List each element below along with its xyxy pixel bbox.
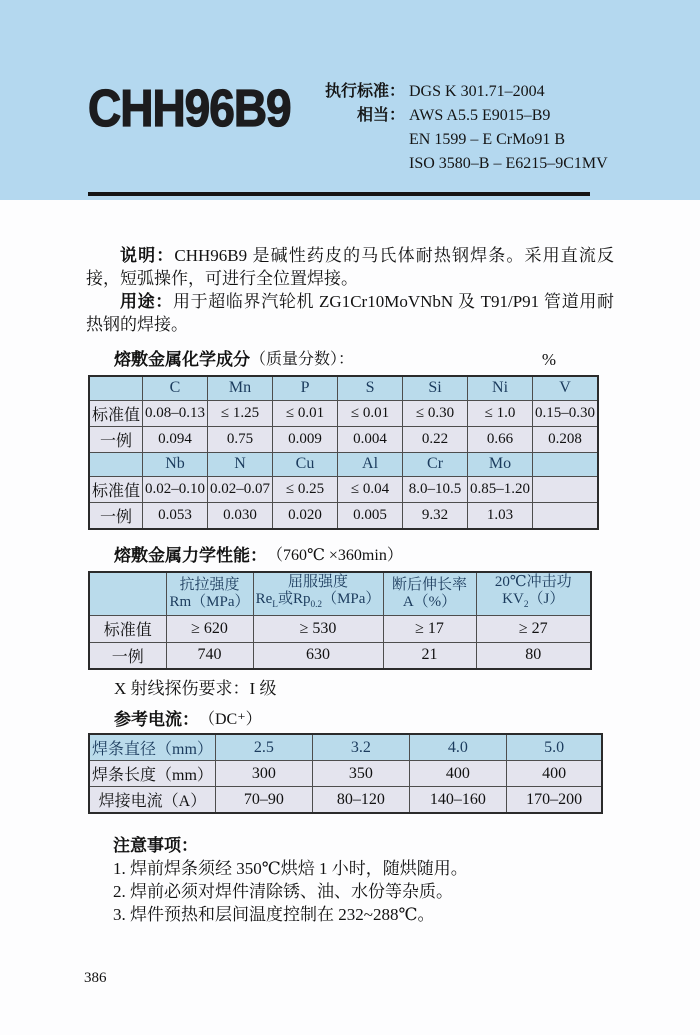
chem-header-Mn: Mn (208, 376, 273, 400)
chem-header-N: N (208, 452, 273, 476)
standards-block (300, 80, 608, 176)
page-content (0, 200, 700, 926)
equivalent-value-1: AWS A5.5 E9015–B9 (409, 107, 551, 124)
divider-rule (88, 192, 590, 196)
row-label: 焊条直径（mm） (89, 734, 215, 761)
exec-standard-value: DGS K 301.71–2004 (409, 83, 545, 100)
welding-current-row: 焊接电流（A） 70–90 80–120 140–160 170–200 (89, 787, 602, 814)
chem-header-Mo: Mo (468, 452, 533, 476)
header-band (0, 0, 700, 200)
usage-text: 用于超临界汽轮机 ZG1Cr10MoVNbN 及 T91/P91 管道用耐热钢的焊接。 (86, 292, 615, 334)
chem-unit-label: % (541, 350, 556, 369)
description-paragraph (86, 244, 614, 290)
chem-header-C: C (143, 376, 208, 400)
current-section-title: 参考电流： (114, 710, 199, 729)
chem-section-title: 熔敷金属化学成分 (114, 350, 250, 369)
diameter-row: 焊条直径（mm） 2.5 3.2 4.0 5.0 (89, 734, 602, 761)
usage-label: 用途： (120, 292, 173, 311)
equivalent-value-3: ISO 3580–B – E6215–9C1MV (409, 155, 608, 172)
mech-header-tensile: 抗拉强度 Rm（MPa） (166, 572, 253, 616)
chem-example-row-1: 一例 0.094 0.75 0.009 0.004 0.22 0.66 0.208 (89, 426, 598, 452)
description-text: CHH96B9 是碱性药皮的马氏体耐热钢焊条。采用直流反接，短弧操作，可进行全位置焊接。 (86, 246, 615, 288)
mech-header-elongation: 断后伸长率 A（%） (383, 572, 476, 616)
chem-example-row-2: 一例 0.053 0.030 0.020 0.005 9.32 1.03 (89, 502, 598, 529)
reference-current-table (88, 733, 603, 814)
chem-section-title-row (86, 348, 590, 371)
row-label: 标准值 (89, 400, 143, 426)
note-item-3: 3. 焊件预热和层间温度控制在 232~288℃。 (113, 905, 435, 924)
chem-section-suffix: （质量分数）： (250, 351, 355, 368)
chem-header-Al: Al (338, 452, 403, 476)
mechanical-properties-table (88, 571, 592, 671)
chem-header-Cr: Cr (403, 452, 468, 476)
page-number: 386 (84, 970, 107, 986)
chem-header-V: V (533, 376, 599, 400)
row-label: 一例 (89, 426, 143, 452)
note-item-1: 1. 焊前焊条须经 350℃烘焙 1 小时，随烘随用。 (113, 859, 468, 878)
chem-header-row-1 (89, 376, 598, 400)
mech-header-yield: 屈服强度 $Re_L$或$Rp_{0.2}(MPa)$ (253, 572, 383, 616)
chem-header-Nb: Nb (143, 452, 208, 476)
mech-standard-row: 标准值 ≥ 620 ≥ 530 ≥ 17 ≥ 27 (89, 615, 591, 642)
mech-section-title-row (86, 544, 590, 567)
row-label: 一例 (89, 642, 166, 669)
chemical-composition-table (88, 375, 599, 530)
mech-section-title: 熔敷金属力学性能： (114, 545, 267, 565)
note-item-2: 2. 焊前必须对焊件清除锈、油、水份等杂质。 (113, 882, 453, 901)
xray-requirement-line: X 射线探伤要求：I 级 (114, 679, 277, 698)
current-section-title-row (86, 708, 590, 731)
row-label: 焊条长度（mm） (89, 761, 215, 787)
chem-header-Si: Si (403, 376, 468, 400)
chem-header-Cu: Cu (273, 452, 338, 476)
row-label: 标准值 (89, 615, 166, 642)
chem-header-S: S (338, 376, 403, 400)
length-row: 焊条长度（mm） 300 350 400 400 (89, 761, 602, 787)
intro-block (86, 244, 614, 336)
chem-standard-row-2: 标准值 0.02–0.10 0.02–0.07 ≤ 0.25 ≤ 0.04 8.0–10.5 0.85–1.20 (89, 476, 598, 502)
notes-block (86, 834, 614, 926)
exec-standard-label: 执行标准： (324, 83, 405, 100)
equivalent-value-2: EN 1599 – E CrMo91 B (409, 131, 565, 148)
current-section-condition: （DC⁺） (199, 711, 262, 728)
description-label: 说明： (120, 246, 175, 265)
usage-paragraph (86, 290, 614, 336)
chem-header-Ni: Ni (468, 376, 533, 400)
chem-header-row-2 (89, 452, 598, 476)
mech-section-condition: （760℃ ×360min） (267, 546, 403, 564)
equivalent-label: 相当： (356, 107, 405, 124)
mech-header-impact: 20℃冲击功 $KV_2(J)$ (476, 572, 591, 616)
notes-title: 注意事项： (113, 836, 198, 855)
row-label: 标准值 (89, 476, 143, 502)
product-code-title: CHH96B9 (88, 79, 291, 138)
row-label: 焊接电流（A） (89, 787, 215, 814)
chem-header-P: P (273, 376, 338, 400)
mech-header-row (89, 572, 591, 616)
mech-example-row: 一例 740 630 21 80 (89, 642, 591, 669)
chem-standard-row-1: 标准值 0.08–0.13 ≤ 1.25 ≤ 0.01 ≤ 0.01 ≤ 0.30 ≤ 1.0 0.15–0.30 (89, 400, 598, 426)
row-label: 一例 (89, 502, 143, 529)
